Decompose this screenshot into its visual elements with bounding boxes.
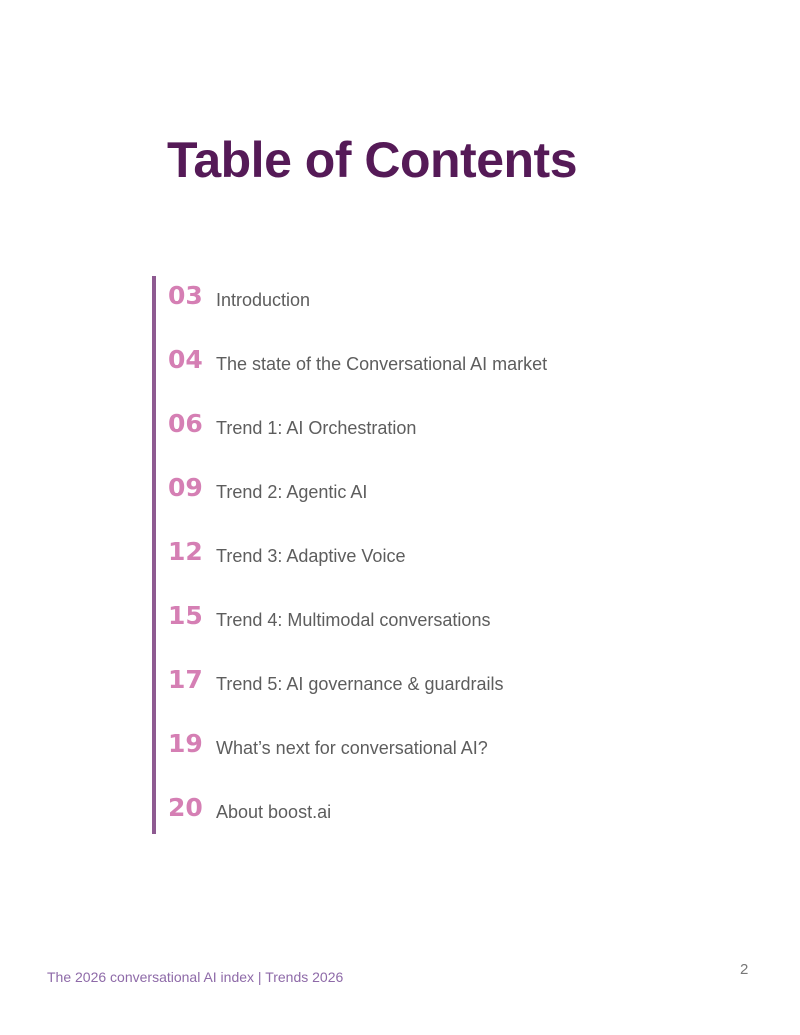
toc-page-number: 15 bbox=[168, 601, 203, 630]
toc-page-number: 03 bbox=[168, 281, 203, 310]
page-number: 2 bbox=[740, 961, 749, 978]
toc-entry-label: The state of the Conversational AI market bbox=[216, 354, 548, 374]
table-of-contents bbox=[152, 276, 672, 834]
toc-entry-label: What’s next for conversational AI? bbox=[216, 738, 488, 758]
toc-entry-about[interactable] bbox=[168, 790, 331, 830]
toc-page-number: 09 bbox=[168, 473, 203, 502]
toc-entry-trend-4[interactable] bbox=[168, 598, 490, 638]
toc-page-number: 20 bbox=[168, 793, 203, 822]
toc-entry-whats-next[interactable] bbox=[168, 726, 488, 766]
toc-page-number: 06 bbox=[168, 409, 203, 438]
toc-entry-trend-5[interactable] bbox=[168, 662, 504, 702]
toc-entry-label: Trend 3: Adaptive Voice bbox=[216, 546, 406, 566]
toc-page-number: 12 bbox=[168, 537, 203, 566]
toc-entry-label: Trend 1: AI Orchestration bbox=[216, 418, 417, 438]
toc-entry-trend-2[interactable] bbox=[168, 470, 367, 510]
page-title: Table of Contents bbox=[167, 132, 578, 188]
toc-entry-label: Trend 5: AI governance & guardrails bbox=[216, 674, 504, 694]
toc-entry-market[interactable] bbox=[168, 342, 547, 382]
toc-entry-trend-1[interactable] bbox=[168, 406, 416, 446]
toc-page-number: 17 bbox=[168, 665, 203, 694]
toc-entry-label: Trend 4: Multimodal conversations bbox=[216, 610, 491, 630]
toc-entry-label: Trend 2: Agentic AI bbox=[216, 482, 368, 502]
toc-entry-label: Introduction bbox=[216, 290, 311, 310]
toc-entry-introduction[interactable] bbox=[168, 278, 310, 318]
toc-entry-trend-3[interactable] bbox=[168, 534, 405, 574]
toc-page-number: 04 bbox=[168, 345, 203, 374]
toc-entry-label: About boost.ai bbox=[216, 802, 332, 822]
footer-document-title: The 2026 conversational AI index | Trends 2026 bbox=[47, 969, 344, 985]
toc-page-number: 19 bbox=[168, 729, 203, 758]
